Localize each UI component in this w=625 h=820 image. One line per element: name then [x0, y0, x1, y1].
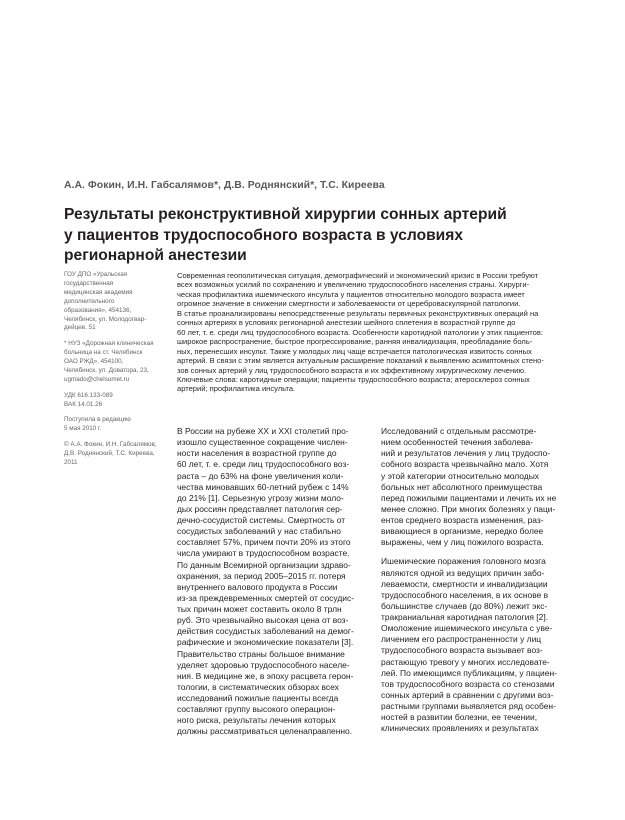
- body-line: менее сложно. При многих болезнях у паци-: [381, 503, 556, 514]
- body-line: 60 лет, т. е. среди лиц трудоспособного воз-: [177, 459, 350, 470]
- body-line: клинических проявлениях и результатах: [381, 723, 539, 734]
- abstract-line: зов сонных артерий у лиц трудоспособного возраста и их эффективному хирургическому лечению.: [177, 365, 527, 375]
- body-paragraph: [381, 426, 571, 548]
- body-line: ний и результатов лечения у лиц трудоспо-: [381, 448, 551, 459]
- abstract-line: артерий; профилактика инсульта.: [177, 384, 296, 394]
- body-line: большинстве случаев (до 80%) лежит экс-: [381, 600, 548, 611]
- body-line: Исследований с отдельным рассмотре-: [381, 426, 537, 436]
- abstract: [177, 271, 567, 394]
- abstract-line: Современная геополитическая ситуация, демографический и экономический кризис в России требуют: [177, 271, 539, 280]
- affiliation-line: Челябинск, ул. Молодогвар-: [64, 315, 147, 323]
- body-line: исследований пожилые пациенты всегда: [177, 693, 339, 703]
- received-line: Поступила в редакцию: [64, 416, 131, 424]
- body-line: тов трудоспособного возраста со стенозами: [381, 678, 555, 689]
- affiliation-line: ГОУ ДПО «Уральская: [64, 271, 128, 278]
- body-line: растными группами выявляется ряд особен-: [381, 701, 556, 711]
- author-list: А.А. Фокин, И.Н. Габсалямов*, Д.В. Роднянский*, Т.С. Киреева: [64, 180, 385, 191]
- body-line: чества миновавших 60-летний рубеж с 14%: [177, 481, 349, 492]
- body-line: рафические и экономические показатели [3].: [177, 637, 354, 648]
- article-sidebar: [64, 271, 164, 475]
- body-line: нием особенностей течения заболева-: [381, 437, 534, 448]
- body-line: у этой категории относительно молодых: [381, 470, 539, 481]
- body-line: ния. В медицине же, в эпоху расцвета герон-: [177, 670, 354, 681]
- affiliation-line: больница на ст. Челябинск: [64, 349, 143, 357]
- abstract-line: артерий. В связи с этим является актуальным расширение показаний к выявлению асимптомных стено-: [177, 356, 544, 366]
- body-line: числа умирают в трудоспособном возрасте.: [177, 548, 350, 559]
- classification-line: УДК 616.133-089: [64, 391, 113, 399]
- body-column-left: [177, 426, 367, 738]
- body-line: изошло существенное сокращение числен-: [177, 437, 348, 448]
- body-line: ного риска, результаты лечения которых: [177, 715, 336, 726]
- body-line: личением его распространенности у лиц: [381, 634, 542, 645]
- title-line: регионарной анестезии: [64, 247, 247, 264]
- copyright-line: Д.В. Роднянский, Т.С. Киреева,: [64, 449, 155, 457]
- body-line: Ишемические поражения головного мозга: [381, 556, 546, 567]
- body-line: вивающиеся в организме, нередко более: [381, 526, 544, 537]
- body-line: должны рассматриваться целенаправленно.: [177, 726, 353, 737]
- body-line: до 21% [1]. Серьезную угрозу жизни моло-: [177, 492, 344, 503]
- classification-line: ВАК 14.01.26: [64, 400, 103, 408]
- affiliation-line: Челябинск, ул. Доватора, 23,: [64, 366, 149, 374]
- body-line: тых причин может составить около 8 трлн: [177, 604, 342, 614]
- body-line: тракраниальная каротидная патология [2].: [381, 612, 549, 622]
- body-line: растающую тревогу у многих исследовате-: [381, 656, 550, 667]
- body-line: дых россиян представляет патология сер-: [177, 503, 343, 514]
- affiliation-line: ugmado@chelsumet.ru: [64, 375, 130, 383]
- abstract-line: сонных артериях в условиях регионарной анестезии шейного сплетения в возрастной группе до: [177, 318, 516, 328]
- body-line: дечно-сосудистой системы. Смертность от: [177, 515, 346, 525]
- received-date: [64, 416, 164, 434]
- affiliation-1: [64, 271, 164, 333]
- article-title: [64, 205, 534, 267]
- abstract-line: Ключевые слова: каротидные операции; пациенты трудоспособного возраста; атеросклероз сонных: [177, 374, 530, 384]
- body-line: являются одной из ведущих причин забо-: [381, 567, 545, 578]
- body-column-right: [381, 426, 571, 734]
- abstract-line: ных, перенесших инсульт. Также у молодых лиц чаще встречается патологическая извитость сонных: [177, 346, 532, 356]
- body-line: внутреннего валового продукта в России: [177, 581, 338, 592]
- body-paragraph: [381, 556, 571, 734]
- abstract-line: огромное значение в снижении смертности и заболеваемости от цереброваскулярной патологии.: [177, 299, 521, 309]
- abstract-line: всех возможных усилий по сохранению и увеличению трудоспособного населения страны. Хирурги-: [177, 280, 530, 290]
- body-line: ностей в развитии болезни, ее течении,: [381, 712, 538, 723]
- body-line: трудоспособного населения, в их основе в: [381, 589, 549, 600]
- body-line: действия сосудистых заболеваний на демог-: [177, 626, 354, 637]
- affiliation-line: ОАО РЖД», 454100,: [64, 358, 124, 366]
- body-line: уделяет здоровью трудоспособного населе-: [177, 659, 350, 670]
- body-line: По данным Всемирной организации здраво-: [177, 559, 351, 570]
- abstract-line: ческая профилактика ишемического инсульта у пациентов относительно молодого возраста имеет: [177, 289, 525, 299]
- body-line: раста – до 63% на фоне увеличения коли-: [177, 470, 344, 481]
- received-line: 5 мая 2010 г.: [64, 425, 102, 433]
- body-line: собного возраста чрезвычайно мало. Хотя: [381, 459, 549, 470]
- affiliation-line: дополнительного: [64, 297, 115, 305]
- title-line: у пациентов трудоспособного возраста в условиях: [64, 226, 464, 244]
- body-line: ности населения в возрастной группе до: [177, 448, 337, 459]
- body-line: из-за преждевременных смертей от сосудис-: [177, 592, 355, 603]
- copyright-line: © А.А. Фокин, И.Н. Габсалямов,: [64, 441, 157, 449]
- body-line: Правительство страны большое внимание: [177, 648, 345, 659]
- copyright-notice: [64, 441, 164, 468]
- body-line: сонных артерий в сравнении с другими воз-: [381, 689, 554, 700]
- affiliation-line: образования», 454136,: [64, 306, 132, 314]
- body-line: больных нет абсолютного преимущества: [381, 481, 543, 492]
- body-line: перед пожилыми пациентами и лечить их не: [381, 492, 557, 503]
- affiliation-line: медицинская академия: [64, 288, 133, 296]
- affiliation-line: дейцев, 51: [64, 324, 96, 332]
- abstract-line: 60 лет, т. е. среди лиц трудоспособного возраста. Особенности каротидной патологии у этих пациентов:: [177, 327, 543, 337]
- body-line: лей. По имеющимся публикациям, у пациен-: [381, 667, 557, 678]
- body-line: охранения, за период 2005–2015 гг. потеря: [177, 570, 346, 581]
- affiliation-line: государственная: [64, 279, 114, 287]
- affiliation-line: * НУЗ «Дорожная клиническая: [64, 340, 154, 348]
- abstract-line: В статье проанализированы непосредственные результаты первичных реконструктивных операций на: [177, 308, 539, 318]
- body-line: составляют группу высокого операцион-: [177, 704, 336, 715]
- body-line: тологии, в систематических обзорах всех: [177, 681, 339, 692]
- body-line: трудоспособного возраста вызывает воз-: [381, 645, 543, 656]
- title-line: Результаты реконструктивной хирургии сонных артерий: [64, 206, 507, 223]
- body-line: составляет 57%, причем почти 20% из этого: [177, 537, 351, 548]
- affiliation-2: [64, 340, 164, 385]
- body-line: сосудистых заболеваний у нас стабильно: [177, 526, 341, 537]
- body-line: В России на рубеже XX и XXI столетий про-: [177, 426, 349, 436]
- body-line: ентов среднего возраста изменения, раз-: [381, 515, 544, 525]
- body-line: руб. Это чрезвычайно высокая цена от воз-: [177, 615, 349, 626]
- body-line: выражены, чем у лиц пожилого возраста.: [381, 537, 544, 548]
- body-line: Омоложение ишемического инсульта с уве-: [381, 623, 553, 634]
- abstract-line: широкое распространение, быстрое прогрессирование, ранняя инвалидизация, преобладание боль-: [177, 337, 533, 347]
- body-line: леваемости, смертности и инвалидизации: [381, 578, 548, 589]
- classification-codes: [64, 392, 164, 410]
- copyright-line: 2011: [64, 458, 78, 466]
